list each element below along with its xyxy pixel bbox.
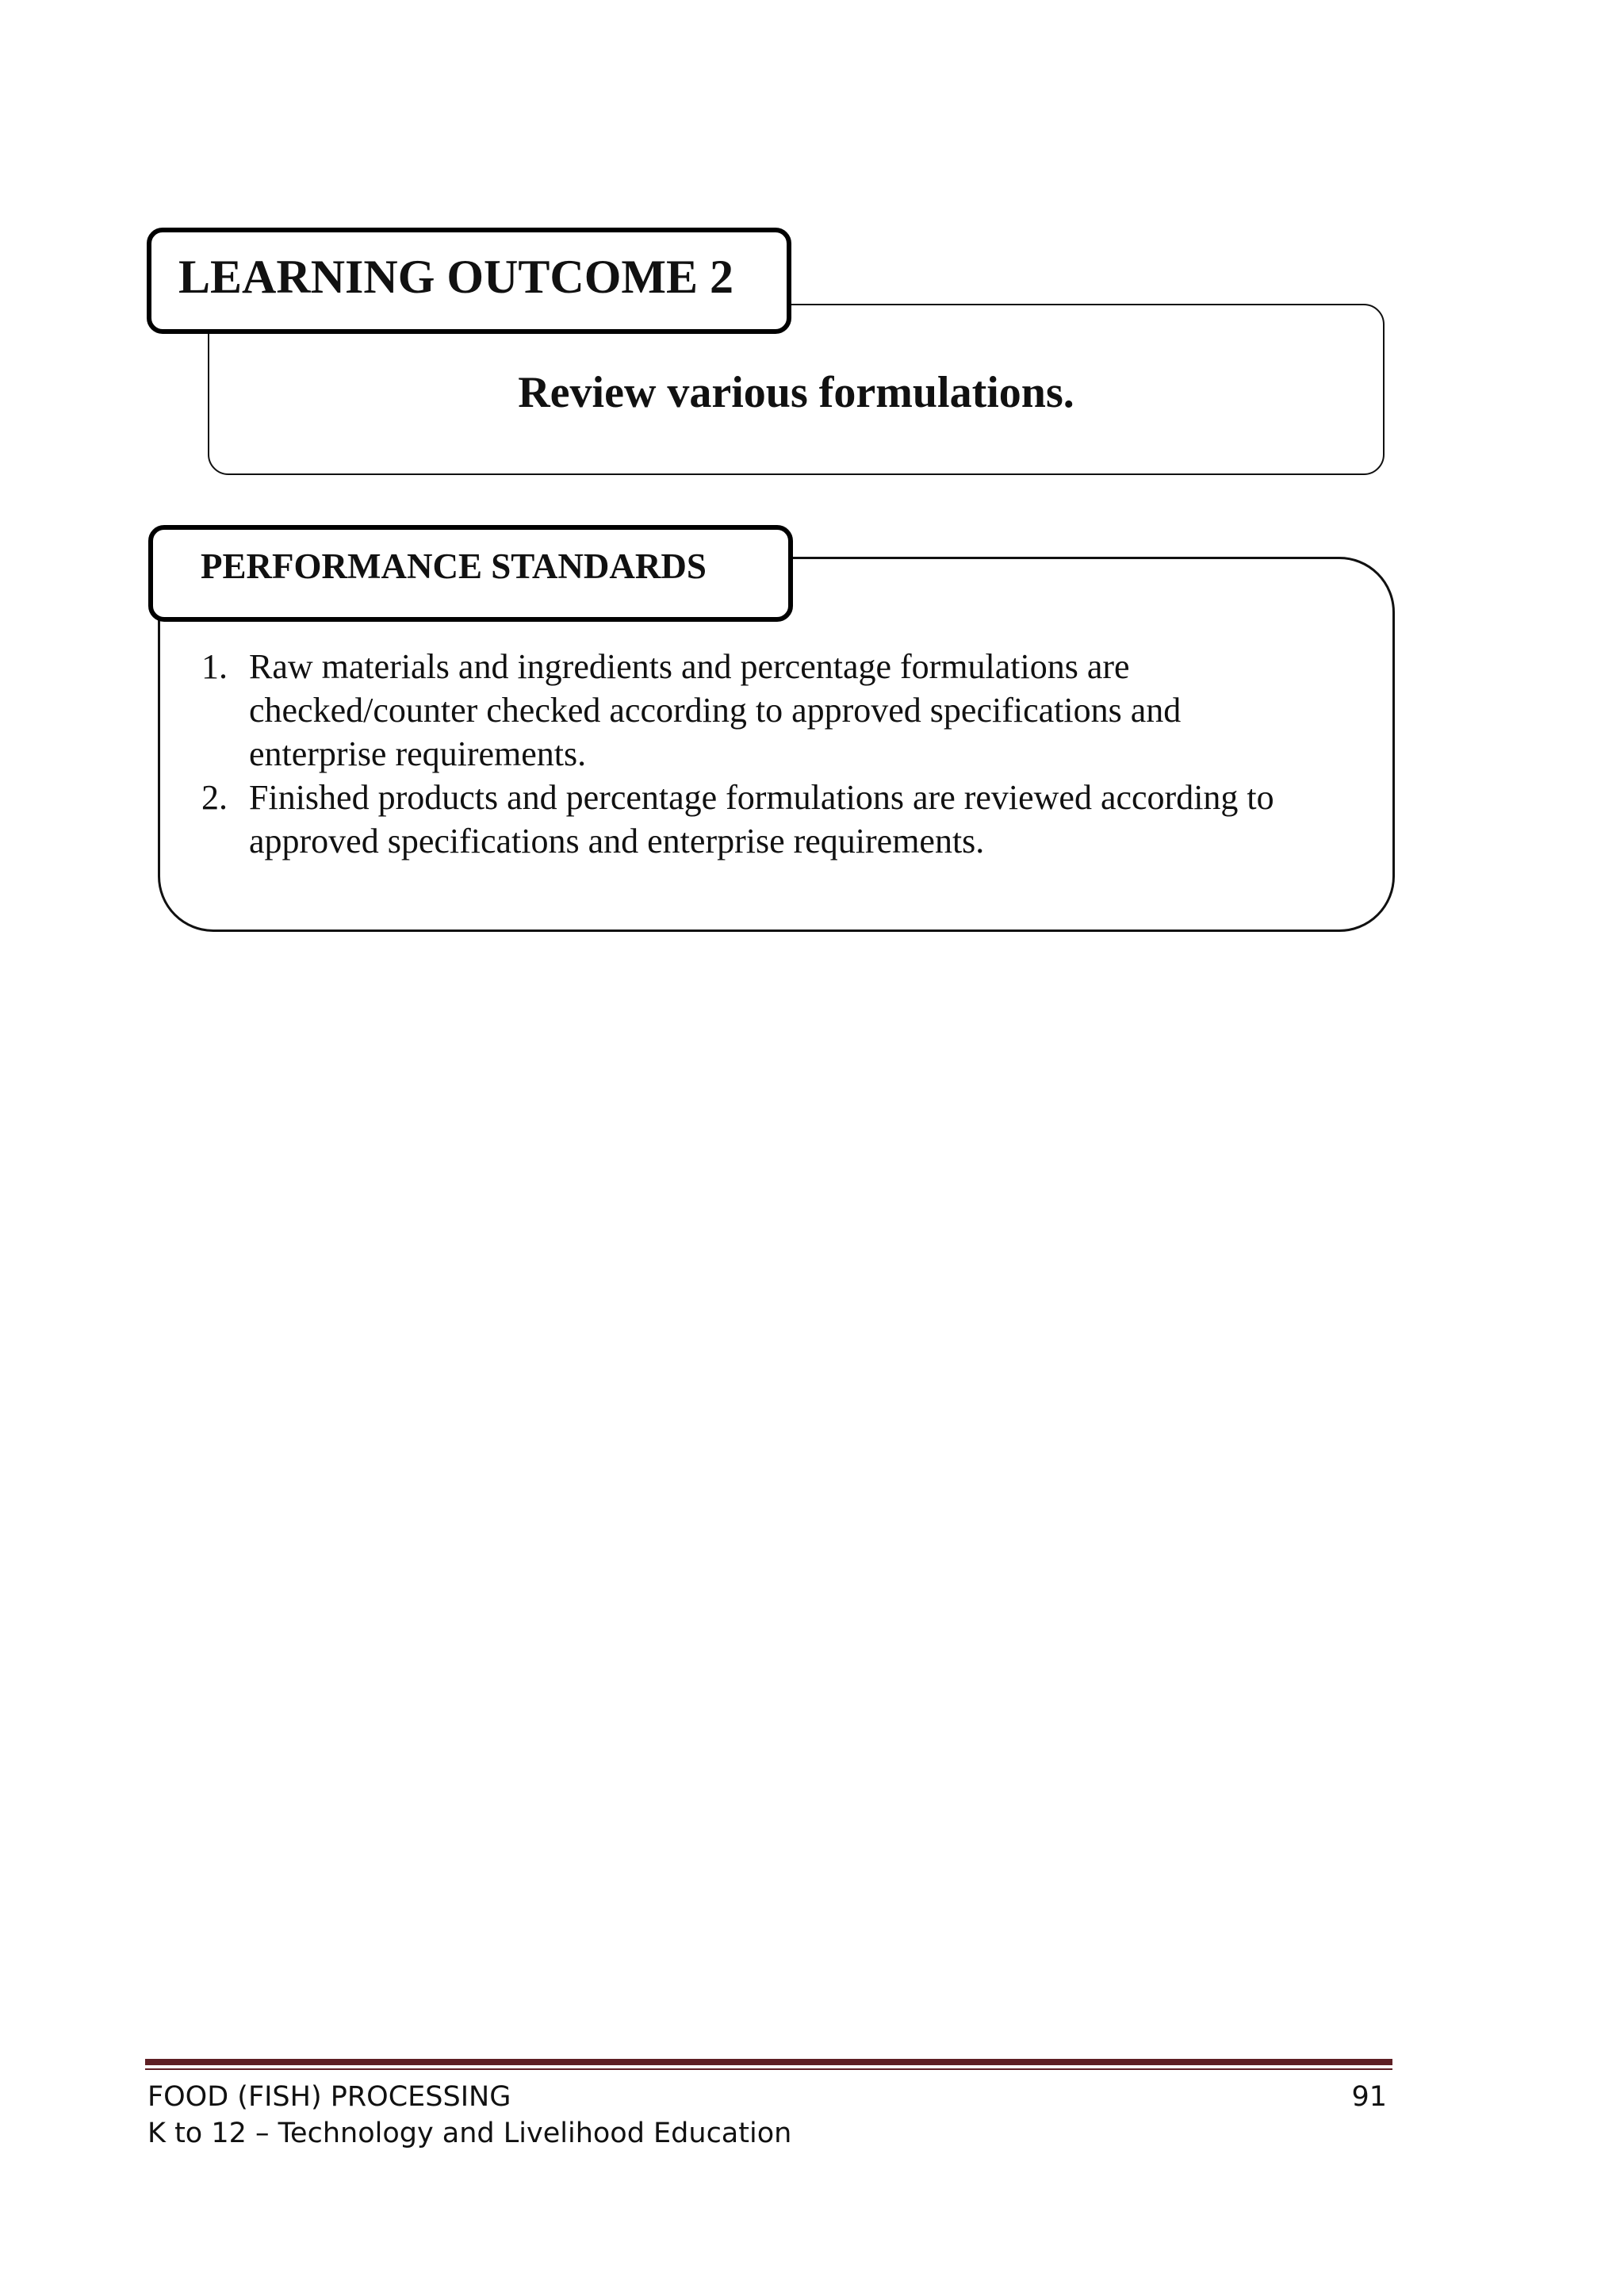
performance-standards-title: PERFORMANCE STANDARDS bbox=[201, 546, 707, 586]
learning-outcome-subtitle: Review various formulations. bbox=[518, 368, 1074, 417]
list-item-line: Raw materials and ingredients and percentage formulations are bbox=[249, 647, 1130, 686]
footer-text bbox=[147, 2079, 791, 2152]
learning-outcome-title: LEARNING OUTCOME 2 bbox=[178, 251, 734, 303]
list-item-line: enterprise requirements. bbox=[249, 734, 587, 773]
list-item-line: checked/counter checked according to approved specifications and bbox=[249, 691, 1182, 730]
list-item-line: Finished products and percentage formulations are reviewed according to bbox=[249, 778, 1274, 817]
performance-standards-tab bbox=[148, 525, 793, 622]
list-item bbox=[201, 645, 1375, 776]
footer-program-title: K to 12 – Technology and Livelihood Education bbox=[147, 2118, 792, 2149]
list-item-number: 2. bbox=[201, 778, 228, 817]
footer-rule bbox=[145, 2059, 1392, 2065]
footer-rule-thin bbox=[145, 2068, 1392, 2070]
footer-course-title: FOOD (FISH) PROCESSING bbox=[147, 2081, 511, 2113]
learning-outcome-tab bbox=[147, 228, 791, 334]
page-number: 91 bbox=[1351, 2081, 1387, 2113]
performance-standards-list bbox=[201, 645, 1375, 863]
list-item bbox=[201, 776, 1375, 863]
list-item-line: approved specifications and enterprise requirements. bbox=[249, 822, 985, 861]
list-item-number: 1. bbox=[201, 647, 228, 686]
